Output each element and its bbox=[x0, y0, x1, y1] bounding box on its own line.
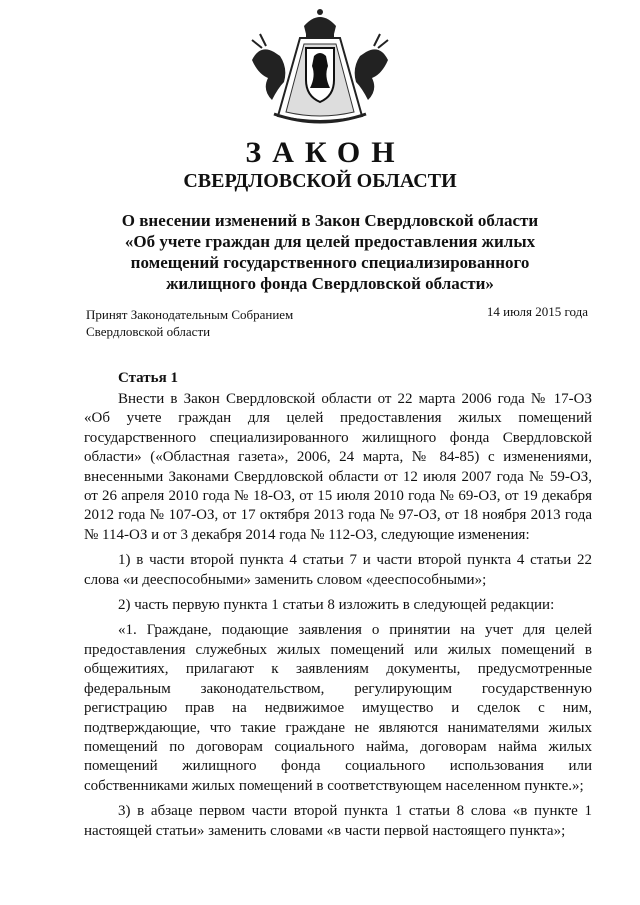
heading-line: «Об учете граждан для целей предоставления жилых bbox=[124, 232, 536, 251]
article-paragraph: «1. Граждане, подающие заявления о принятии на учет для целей предоставления служебных жилых помещений или жилых помещений в общежитиях, прилагают к заявлениям документы, предусмотренные федеральным законодательством, регулирующим государственную регистрацию прав на недвижимое имущество и сделок с ним, подтверждающие, что такие граждане не являются нанимателями жилых помещений по договорам социального найма, договорам найма жилых помещений жилищного фонда социального использования или собственниками жилых помещений в соответствующем населенном пункте.»; bbox=[84, 622, 592, 794]
article-paragraph: 2) часть первую пункта 1 статьи 8 изложить в следующей редакции: bbox=[118, 597, 555, 614]
article-paragraph: Внести в Закон Свердловской области от 22 марта 2006 года № 17-ОЗ «Об учете граждан для целей предоставления жилых помещений государственного специализированного жилищного фонда Свердловской области» («Областная газета», 2006, 24 марта, № 84-85) с изменениями, внесенными Законами Свердловской области от 12 июля 2007 года № 59-ОЗ, от 26 апреля 2010 года № 18-ОЗ, от 15 июля 2010 года № 69-ОЗ, от 19 декабря 2012 года № 107-ОЗ, от 17 октября 2013 года № 97-ОЗ, от 18 ноября 2013 года № 114-ОЗ и от 3 декабря 2014 года № 112-ОЗ, следующие изменения: bbox=[84, 391, 592, 543]
adoption-line: Свердловской области bbox=[86, 324, 211, 339]
article-title: Статья 1 bbox=[118, 370, 178, 386]
article-body bbox=[84, 390, 592, 847]
law-heading bbox=[90, 210, 570, 294]
document-title: ЗАКОН bbox=[245, 136, 406, 169]
heading-line: жилищного фонда Свердловской области» bbox=[166, 274, 494, 293]
adoption-line: Принят Законодательным Собранием bbox=[86, 307, 294, 322]
document-subtitle: СВЕРДЛОВСКОЙ ОБЛАСТИ bbox=[183, 170, 457, 192]
heading-line: помещений государственного специализированного bbox=[130, 253, 530, 272]
adoption-date: 14 июля 2015 года bbox=[486, 304, 588, 319]
adoption-note bbox=[86, 306, 346, 340]
article-paragraph: 1) в части второй пункта 4 статьи 7 и части второй пункта 4 статьи 22 слова «и дееспособными» заменить словом «дееспособными»; bbox=[84, 552, 592, 588]
article-paragraph: 3) в абзаце первом части второй пункта 1 статьи 8 слова «в пункте 1 настоящей статьи» заменить словами «в части первой настоящего пункта»; bbox=[84, 803, 592, 839]
coat-of-arms-icon bbox=[244, 4, 396, 128]
heading-line: О внесении изменений в Закон Свердловской области bbox=[121, 211, 539, 230]
